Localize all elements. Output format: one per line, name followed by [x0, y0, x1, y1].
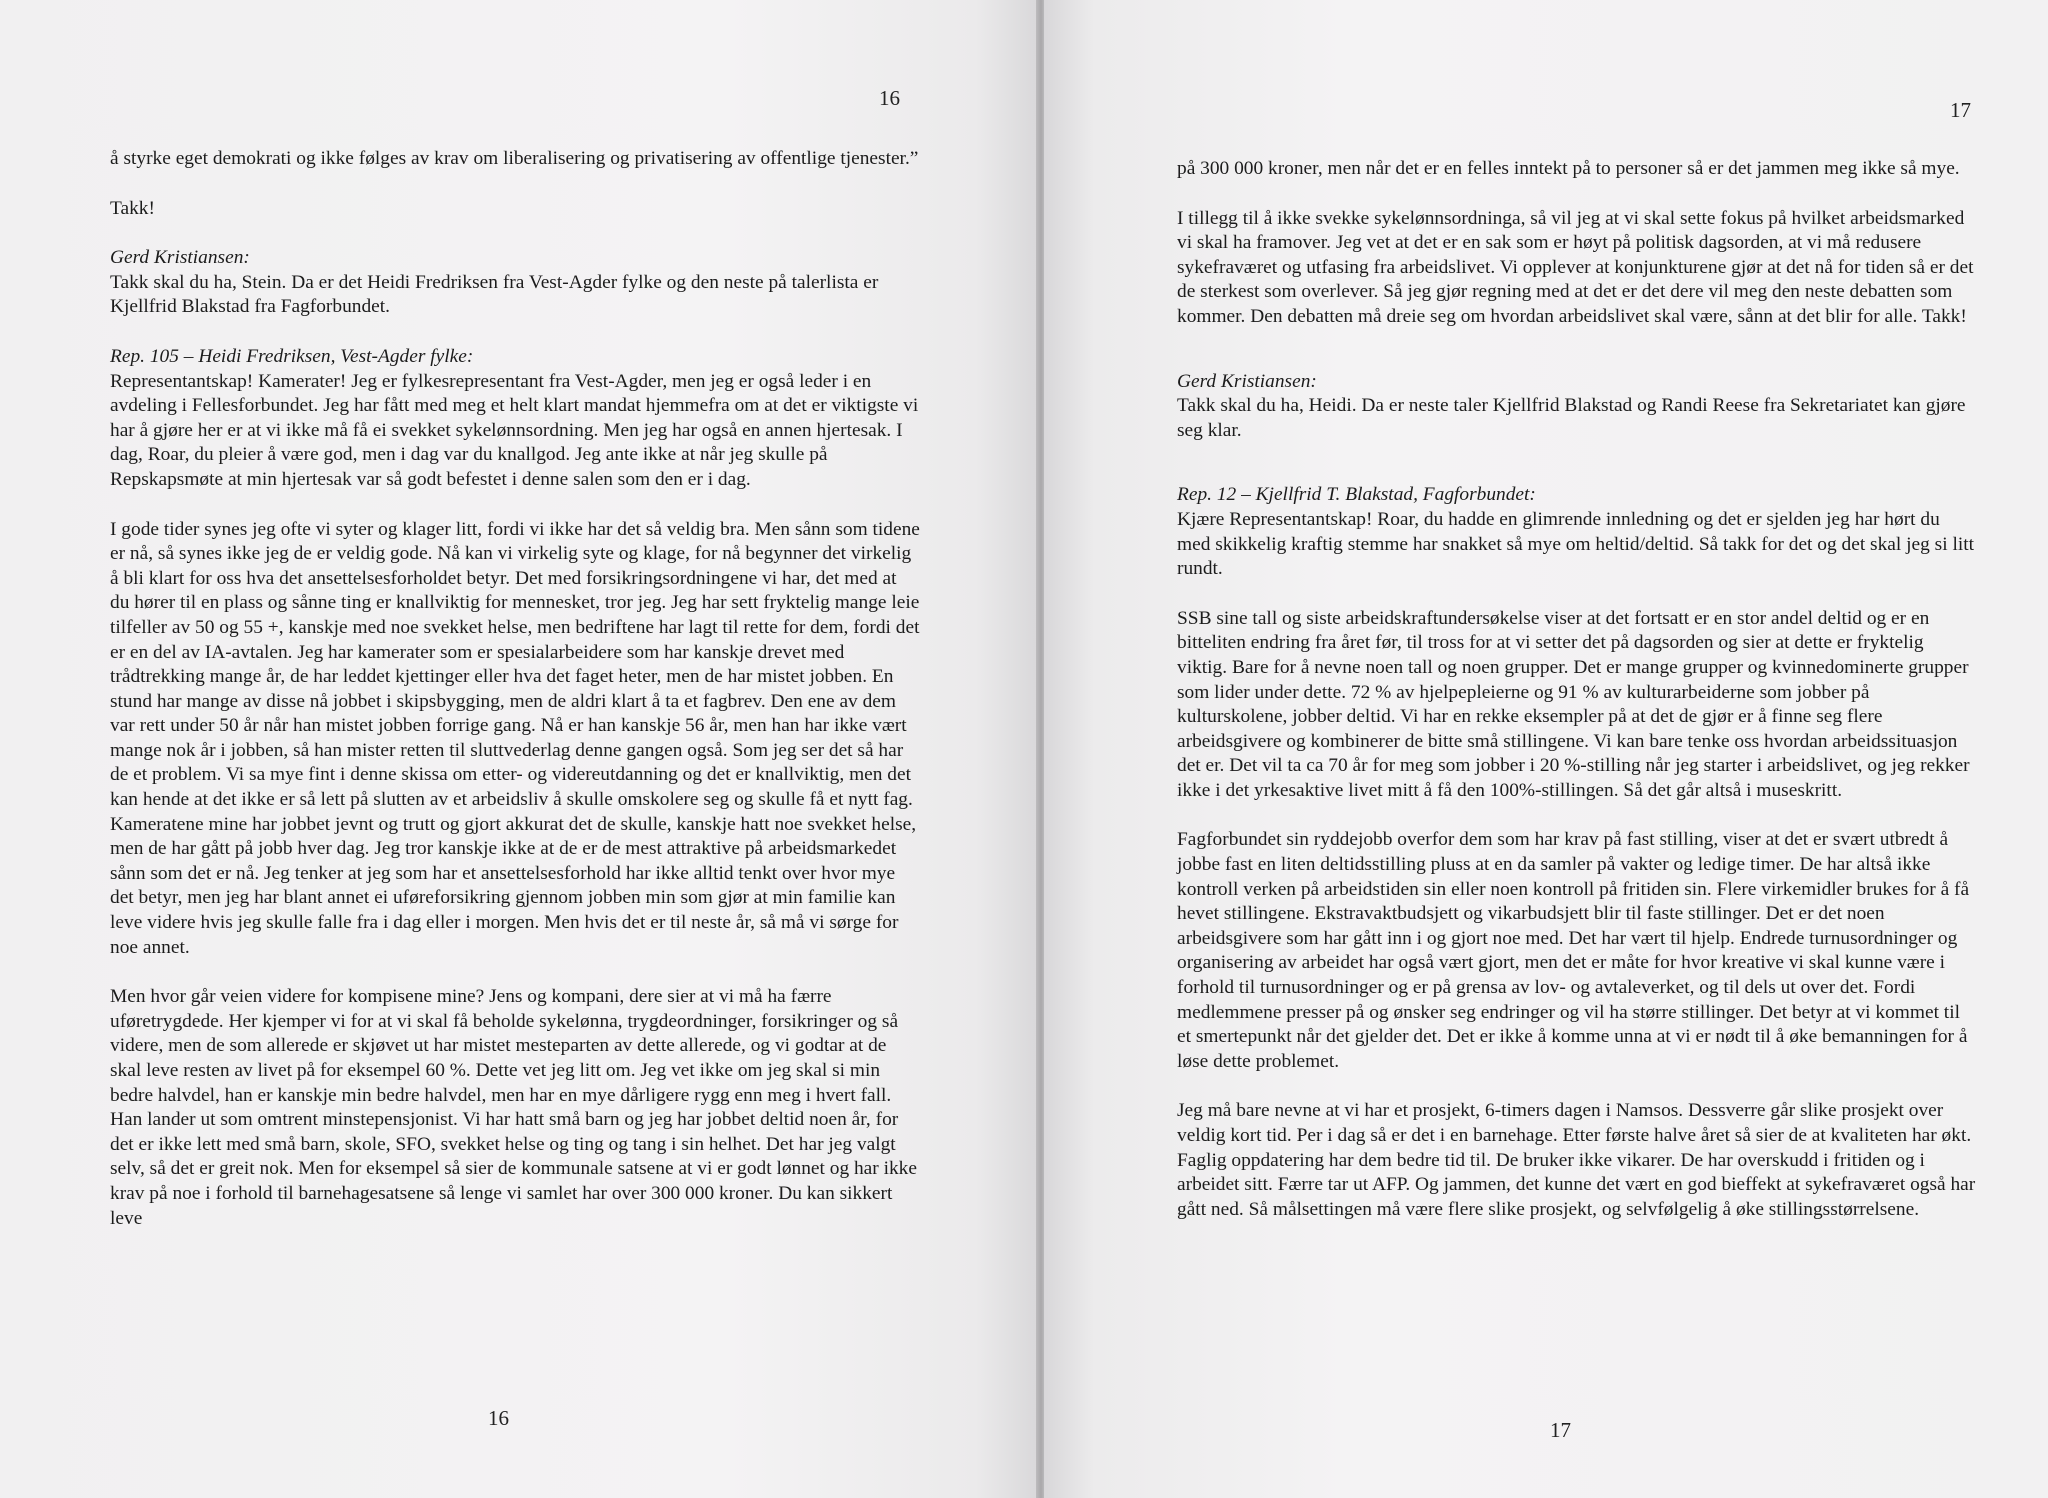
paragraph-text: Representantskap! Kamerater! Jeg er fylkesrepresentant fra Vest-Agder, men jeg er også leder i en avdeling i Fellesforbundet. Jeg har fått med meg et helt klart mandat hjemmefra om at det er viktigste vi har å gjøre her er at vi ikke må få ei svekket sykelønnsordning. Men jeg har også en annen hjertesak. I dag, Roar, du pleier å være god, men i dag var du knallgod. Jeg ante ikke at når jeg skulle på Repskapsmøte at min hjertesak var så godt befestet i denne salen som den er i dag.	[110, 370, 919, 490]
paragraph: å styrke eget demokrati og ikke følges av krav om liberalisering og privatisering av offentlige tjenester.”	[110, 148, 919, 169]
paragraph: Takk!	[110, 197, 155, 219]
paragraph-text: Takk skal du ha, Stein. Da er det Heidi Fredriksen fra Vest-Agder fylke og den neste på talerlista er Kjellfrid Blakstad fra Fagforbundet.	[110, 271, 879, 318]
speaker-block	[1177, 483, 1977, 581]
speaker-name: Rep. 105 – Heidi Fredriksen, Vest-Agder fylke:	[110, 345, 474, 367]
left-footer-page-number: 16	[488, 1406, 509, 1430]
speaker-block	[110, 246, 920, 320]
right-footer-page-number: 17	[1550, 1418, 1571, 1442]
right-page	[1044, 0, 2048, 1498]
speaker-name: Gerd Kristiansen:	[110, 247, 250, 269]
speaker-block	[110, 345, 920, 493]
paragraph: SSB sine tall og siste arbeidskraftundersøkelse viser at det fortsatt er en stor andel deltid og er en bitteliten endring fra året før, til tross for at vi setter det på dagsorden og sier at dette er fryktelig viktig. Bare for å nevne noen tall og noen grupper. Det er mange grupper og kvinnedominerte grupper som lider under dette. 72 % av hjelpepleierne og 91 % av kulturarbeiderne som jobber på kulturskolene, jobber deltid. Vi har en rekke eksempler på at det de gjør er å finne seg flere arbeidsgivere og kombinerer de bitte små stillingene. Vi kan bare tenke oss hvordan arbeidssituasjon det er. Det vil ta ca 70 år for meg som jobber i 20 %-stilling når jeg starter i arbeidslivet, og jeg rekker ikke i det yrkesaktive livet mitt å få den 100%-stillingen. Så det går altså i museskritt.	[1177, 607, 1970, 801]
left-page-body	[110, 147, 920, 1256]
speaker-name: Rep. 12 – Kjellfrid T. Blakstad, Fagforbundet:	[1177, 484, 1536, 506]
paragraph: I tillegg til å ikke svekke sykelønnsordninga, så vil jeg at vi skal sette fokus på hvilket arbeidsmarked vi skal ha framover. Jeg vet at det er en sak som er høyt på politisk dagsorden, at vi må redusere sykefraværet og utfasing fra arbeidslivet. Vi opplever at konjunkturene gjør at det nå for tiden så er det de sterkest som overlever. Så jeg gjør regning med at det er det dere vil meg den neste debatten som kommer. Den debatten må dreie seg om hvordan arbeidslivet skal være, sånn at det blir for alle. Takk!	[1177, 207, 1974, 327]
paragraph: I gode tider synes jeg ofte vi syter og klager litt, fordi vi ikke har det så veldig bra. Men sånn som tidene er nå, så synes ikke jeg de er veldig gode. Nå kan vi virkelig syte og klage, for nå begynner det virkelig å bli klart for oss hva det ansettelsesforholdet betyr. Det med forsikringsordningene vi har, det med at du hører til en plass og sånne ting er knallviktig for mennesket, tror jeg. Jeg har sett fryktelig mange leie tilfeller av 50 og 55 +, kanskje med noe svekket helse, men bedriftene har lagt til rette for dem, fordi det er en del av IA-avtalen. Jeg har kamerater som er spesialarbeidere som har kanskje drevet med trådtrekking mange år, de har leddet kjettinger eller hva det faget heter, men de har mistet jobben. En stund har mange av disse nå jobbet i skipsbygging, men de aldri klart å ta et fagbrev. Den ene av dem var rett under 50 år når han mistet jobben forrige gang. Nå er han kanskje 56 år, men han har ikke vært mange nok år i jobben, så han mister retten til sluttvederlag denne gangen også. Som jeg ser det så har de et problem. Vi sa mye fint i denne skissa om etter- og videreutdanning og det er knallviktig, men det kan hende at det ikke er så lett på slutten av et arbeidsliv å skulle omskolere seg og skulle få et nytt fag. Kameratene mine har jobbet jevnt og trutt og gjort akkurat det de skulle, kanskje hatt noe svekket helse, men de har gått på jobb hver dag. Jeg tror kanskje ikke at de er de mest attraktive på arbeidsmarkedet sånn som det er nå. Jeg tenker at jeg som har et ansettelsesforhold har ikke alltid tenkt over hvor mye det betyr, men jeg har blant annet ei uføreforsikring gjennom jobben min som gjør at min familie kan leve videre hvis jeg skulle falle fra i dag eller i morgen. Men hvis det er til neste år, så må vi sørge for noe annet.	[110, 518, 920, 958]
paragraph-text: Kjære Representantskap! Roar, du hadde en glimrende innledning og det er sjelden jeg har hørt du med skikkelig kraftig stemme har snakket så mye om heltid/deltid. Så takk for det og det skal jeg si litt rundt.	[1177, 508, 1975, 580]
right-page-body	[1177, 157, 1977, 1247]
paragraph: på 300 000 kroner, men når det er en felles inntekt på to personer så er det jammen meg ikke så mye.	[1177, 158, 1960, 179]
speaker-block	[1177, 370, 1977, 444]
left-header-page-number: 16	[879, 86, 900, 110]
paragraph-text: Takk skal du ha, Heidi. Da er neste taler Kjellfrid Blakstad og Randi Reese fra Sekretariatet kan gjøre seg klar.	[1177, 395, 1966, 441]
paragraph: Men hvor går veien videre for kompisene mine? Jens og kompani, dere sier at vi må ha færre uføretrygdede. Her kjemper vi for at vi skal få beholde sykelønna, trygdeordninger, forsikringer og så videre, men de som allerede er skjøvet ut har mistet mesteparten av dette allerede, og vi godtar at de skal leve resten av livet på for eksempel 60 %. Dette vet jeg litt om. Jeg vet ikke om jeg skal si min bedre halvdel, han er kanskje min bedre halvdel, men har en mye dårligere rygg enn meg i hvert fall. Han lander ut som omtrent minstepensjonist. Vi har hatt små barn og jeg har jobbet deltid noen år, for det er ikke lett med små barn, skole, SFO, svekket helse og ting og tang i sin helhet. Det har jeg valgt selv, så det er greit nok. Men for eksempel så sier de kommunale satsene at vi er godt lønnet og har ikke krav på noe i forhold til barnehagesatsene så lenge vi samlet har over 300 000 kroner. Du kan sikkert leve	[110, 986, 917, 1229]
paragraph: Fagforbundet sin ryddejobb overfor dem som har krav på fast stilling, viser at det er svært utbredt å jobbe fast en liten deltidsstilling pluss at en da samler på vakter og ledige timer. De har altså ikke kontroll verken på arbeidstiden sin eller noen kontroll på fritiden sin. Flere virkemidler brukes for å få hevet stillingene. Ekstravaktbudsjett og vikarbudsjett blir til faste stillinger. Det er det noen arbeidsgivere som har gått inn i og gjort noe med. Det har vært til hjelp. Endrede turnusordninger og organisering av arbeidet har også vært gjort, men det er måte for hvor kreative vi skal kunne være i forhold til turnusordninger og er på grensa av lov- og avtaleverket, og til dels ut over det. Fordi medlemmene presser på og ønsker seg endringer og vil ha større stillinger. Det betyr at vi kommet til et smertepunkt når det gjelder det. Det er ikke å komme unna at vi er nødt til å øke bemanningen for å løse dette problemet.	[1177, 829, 1970, 1072]
speaker-name: Gerd Kristiansen:	[1177, 370, 1317, 392]
right-header-page-number: 17	[1950, 98, 1971, 122]
paragraph: Jeg må bare nevne at vi har et prosjekt, 6-timers dagen i Namsos. Dessverre går slike prosjekt over veldig kort tid. Per i dag så er det i en barnehage. Etter første halve året så sier de at kvaliteten har økt. Faglig oppdatering har dem bedre tid til. De bruker ikke vikarer. De har overskudd i fritiden og i arbeidet sitt. Færre tar ut AFP. Og jammen, det kunne det vært en god bieffekt at sykefraværet også har gått ned. Så målsettingen må være flere slike prosjekt, og selvfølgelig å øke stillingsstørrelsene.	[1177, 1100, 1976, 1220]
